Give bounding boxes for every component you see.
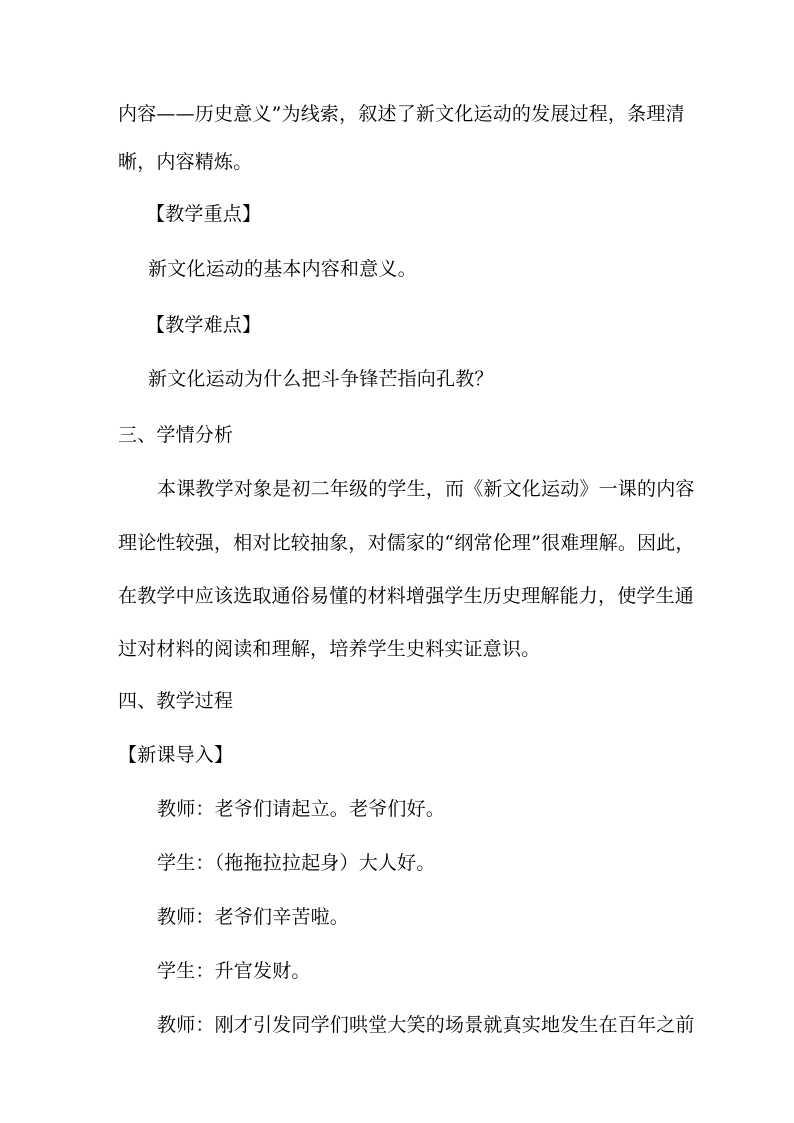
section-heading-student-analysis: 三、学情分析 [118,424,234,446]
analysis-paragraph-line-2: 理论性较强，相对比较抽象，对儒家的“纲常伦理”很难理解。因此， [118,532,695,554]
section-heading-teaching-process: 四、教学过程 [118,690,234,712]
difficulties-content: 新文化运动为什么把斗争锋芒指向孔教？ [148,368,494,390]
key-points-content: 新文化运动的基本内容和意义。 [148,258,417,280]
heading-teaching-difficulties: 【教学难点】 [146,314,262,336]
dialog-line-teacher-3: 教师：刚才引发同学们哄堂大笑的场景就真实地发生在百年之前 [157,1014,695,1036]
analysis-paragraph-line-3: 在教学中应该选取通俗易懂的材料增强学生历史理解能力，使学生通 [118,585,695,607]
analysis-paragraph-line-1: 本课教学对象是初二年级的学生，而《新文化运动》一课的内容 [157,478,695,500]
dialog-line-teacher-1: 教师：老爷们请起立。老爷们好。 [157,798,446,820]
heading-teaching-key-points: 【教学重点】 [146,203,262,225]
dialog-line-teacher-2: 教师：老爷们辛苦啦。 [157,906,350,928]
paragraph-intro-continued-line-2: 晰，内容精炼。 [118,151,253,173]
dialog-line-student-2: 学生：升官发财。 [157,960,311,982]
dialog-line-student-1: 学生：（拖拖拉拉起身）大人好。 [157,852,436,874]
heading-new-lesson-intro: 【新课导入】 [118,744,234,766]
analysis-paragraph-line-4: 过对材料的阅读和理解，培养学生史料实证意识。 [118,638,541,660]
paragraph-intro-continued-line-1: 内容——历史意义”为线索，叙述了新文化运动的发展过程，条理清 [118,103,685,125]
